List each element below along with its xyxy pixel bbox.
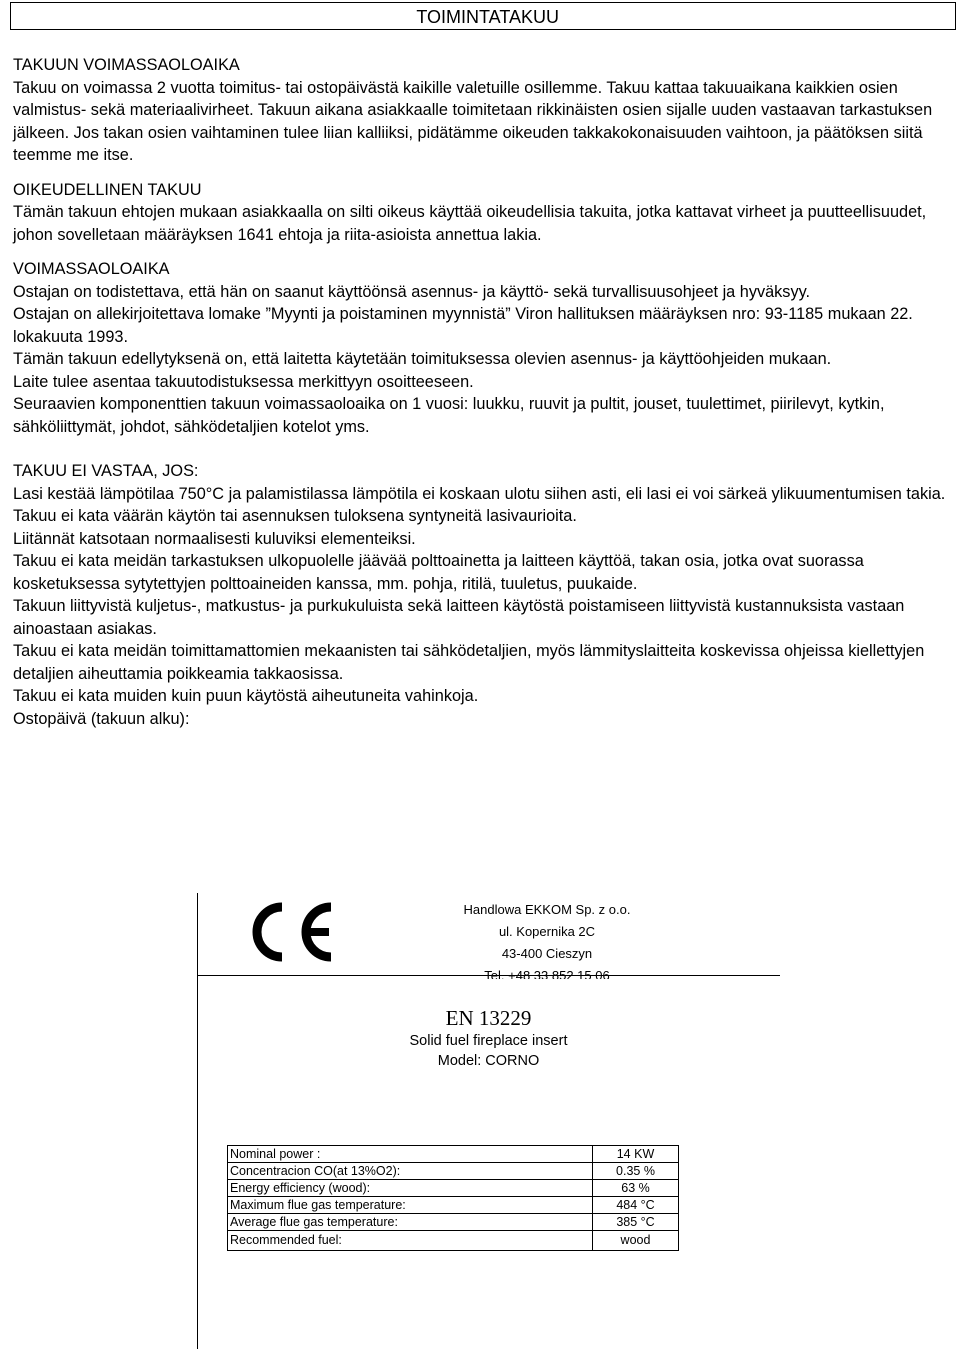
spec-value: 63 %	[593, 1180, 679, 1197]
exclusions-paragraph: Takuu ei kata meidän tarkastuksen ulkopuolelle jäävää polttoainetta ja laitteen käyttöä, takan osia, jotka ovat suorassa kosketuksessa sytytettyjen polttoaineiden kanssa, mm. pohja, ritilä, tuuletus, puukaide.	[13, 552, 864, 593]
product-model: Model: CORNO	[437, 1053, 540, 1069]
legal-heading: OIKEUDELLINEN TAKUU	[13, 180, 202, 199]
exclusions-paragraph: Takuu ei kata muiden kuin puun käytöstä aiheutuneita vahinkoja.	[13, 687, 479, 705]
spec-label: Recommended fuel:	[228, 1231, 593, 1251]
table-row	[228, 1180, 679, 1197]
company-phone: Tel. +48 33 852 15 06	[484, 968, 610, 979]
warranty-text	[13, 54, 948, 730]
company-city: 43-400 Cieszyn	[501, 946, 593, 961]
legal-body: Tämän takuun ehtojen mukaan asiakkaalla on silti oikeus käyttää oikeudellisia takuita, jotka kattavat virheet ja puutteellisuudet, johon sovelletaan määräyksen 1641 ehtoja ja riita-asioista annettua lakia.	[13, 203, 927, 244]
product-label	[197, 893, 780, 1349]
page-title: TOIMINTATAKUU	[416, 7, 559, 27]
spec-value: 385 °C	[593, 1214, 679, 1231]
exclusions-heading: TAKUU EI VASTAA, JOS:	[13, 462, 199, 480]
spec-table	[227, 1145, 679, 1251]
exclusions-paragraph: Liitännät katsotaan normaalisesti kuluviksi elementeiksi.	[13, 529, 416, 548]
validity-body: Takuu on voimassa 2 vuotta toimitus- tai ostopäivästä kaikille valetuille osillemme. Takuu kattaa takuuaikana kaikkien osien valmistus- sekä materiaalivirheet. Takuun aikana asiakkaalle toimitetaan rikkinäisten osien sijalle uuden vastaavan tarkastuksen jälkeen. Jos takan osien vaihtaminen tulee liian kalliiksi, pidätämme oikeuden takkakokonaisuuden vaihtoon, ja päätöksen siitä teemme me itse.	[13, 78, 933, 164]
table-row	[228, 1197, 679, 1214]
exclusions-paragraph: Lasi kestää lämpötilaa 750°C ja palamistilassa lämpötila ei koskaan ulotu siihen asti, eli lasi ei voi särkeä ylikuumentumisen takia. Takuu ei kata väärän käytön tai asennuksen tuloksena syntyneitä lasivaurioita.	[13, 484, 946, 525]
standard-code: EN 13229	[445, 1006, 532, 1030]
label-left-border	[197, 893, 198, 1349]
spec-label: Concentracion CO(at 13%O2):	[228, 1163, 593, 1180]
spec-value: 0.35 %	[593, 1163, 679, 1180]
period-paragraph: Laite tulee asentaa takuutodistuksessa merkittyyn osoitteeseen.	[13, 372, 474, 391]
exclusions-paragraph: Takuu ei kata meidän toimittamattomien mekaanisten tai sähködetaljien, myös lämmityslaitteita koskevissa ohjeissa kiellettyjen detaljien aiheuttamia poikkeamia takkaosissa.	[13, 642, 925, 683]
spec-value: 14 KW	[593, 1146, 679, 1163]
company-street: ul. Kopernika 2C	[498, 924, 596, 939]
spec-label: Nominal power :	[228, 1146, 593, 1163]
table-row	[228, 1214, 679, 1231]
spec-label: Average flue gas temperature:	[228, 1214, 593, 1231]
spec-value: 484 °C	[593, 1197, 679, 1214]
spec-value: wood	[593, 1231, 679, 1251]
product-standard	[297, 1005, 680, 1071]
exclusions-paragraph: Takuun liittyvistä kuljetus-, matkustus- ja purkukuluista sekä laitteen käytöstä poistamiseen liittyvistä kustannuksista vastaan ainoastaan asiakas.	[13, 597, 905, 638]
product-description: Solid fuel fireplace insert	[409, 1033, 568, 1049]
period-paragraph: Ostajan on allekirjoitettava lomake ”Myynti ja poistaminen myynnistä” Viron hallituksen määräyksen nro: 93-1185 mukaan 22. lokakuuta 1993.	[13, 305, 913, 346]
table-row	[228, 1163, 679, 1180]
spec-label: Maximum flue gas temperature:	[228, 1197, 593, 1214]
manufacturer-address	[447, 899, 647, 979]
table-row	[228, 1146, 679, 1163]
table-row	[228, 1231, 679, 1251]
ce-mark-icon	[243, 899, 337, 965]
period-paragraph: Seuraavien komponenttien takuun voimassaoloaika on 1 vuosi: luukku, ruuvit ja pultit, jouset, tuulettimet, piirilevyt, kytkin, sähköliittymät, johdot, sähködetaljien kotelot yms.	[13, 395, 885, 436]
period-paragraph: Ostajan on todistettava, että hän on saanut käyttöönsä asennus- ja käyttö- sekä turvallisuusohjeet ja hyväksyy.	[13, 282, 811, 301]
header-box	[10, 2, 956, 30]
period-heading: VOIMASSAOLOAIKA	[13, 260, 170, 278]
company-name: Handlowa EKKOM Sp. z o.o.	[463, 902, 631, 917]
spec-label: Energy efficiency (wood):	[228, 1180, 593, 1197]
period-paragraph: Tämän takuun edellytyksenä on, että laitetta käytetään toimituksessa olevien asennus- ja käyttöohjeiden mukaan.	[13, 350, 832, 368]
purchase-date-label: Ostopäivä (takuun alku):	[13, 709, 190, 728]
validity-heading: TAKUUN VOIMASSAOLOAIKA	[13, 56, 240, 74]
